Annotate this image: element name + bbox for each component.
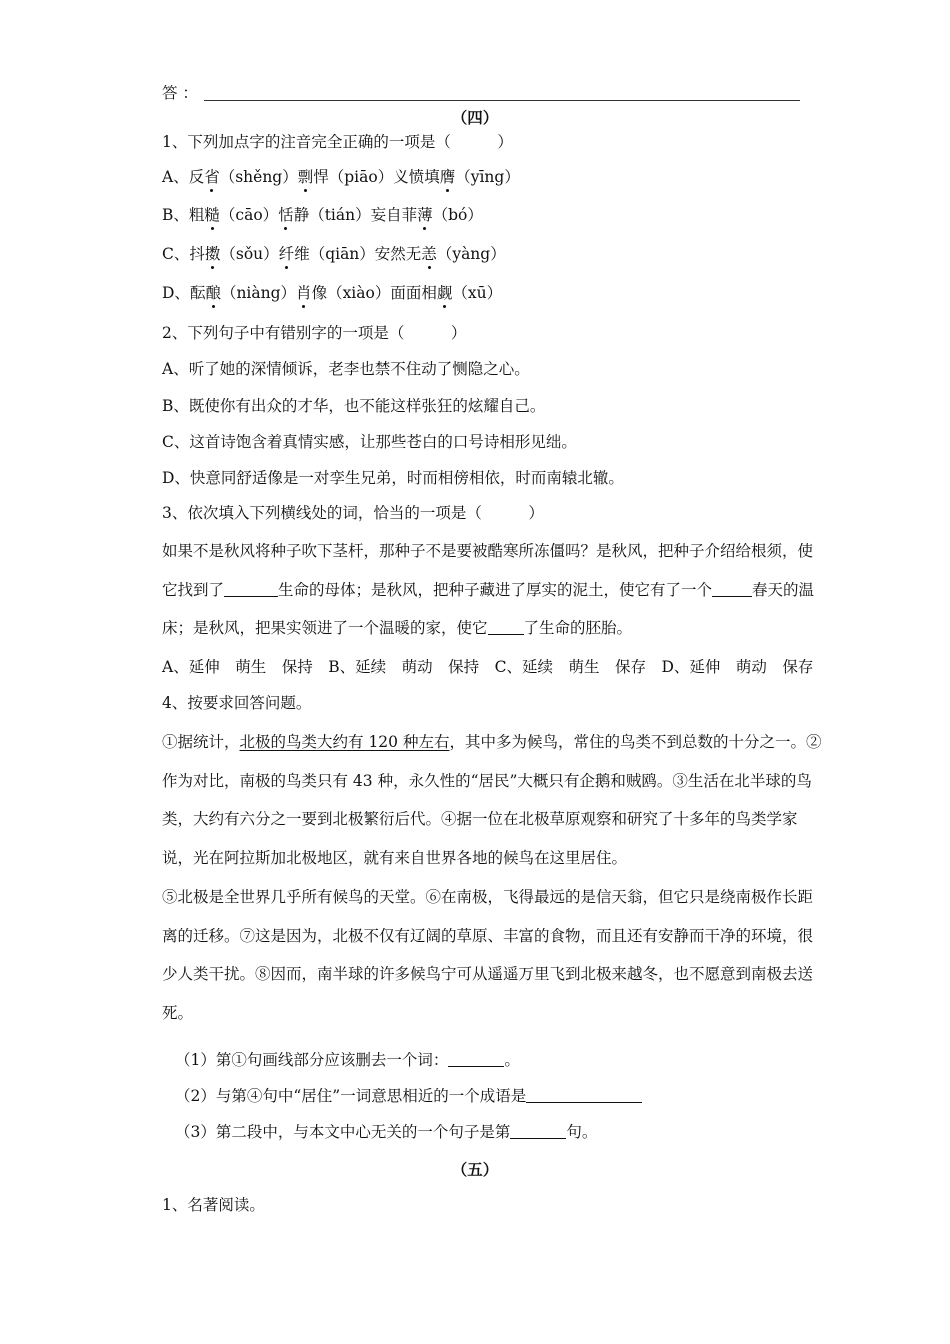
q1-stem: 1、下列加点字的注音完全正确的一项是（ ） — [162, 133, 513, 151]
q3-passage: 如果不是秋风将种子吹下茎杆，那种子不是要被酷寒所冻僵吗？是秋风，把种子介绍给根须，使它找到了 生命的母体；是秋风，把种子藏进了厚实的泥土，使它有了一个 春天的温床；是秋风，把果实领进了一个温暖的家，使它 了生命的胚胎。 — [162, 542, 815, 637]
q1-option-b: B、粗糙（cāo）恬静（tián）妄自菲薄（bó） — [162, 206, 483, 224]
q3-blank-2 — [712, 582, 752, 597]
q2-stem: 2、下列句子中有错别字的一项是（ ） — [162, 324, 467, 342]
q4-sub-3: （3）第二段中，与本文中心无关的一个句子是第 句。 — [175, 1123, 598, 1141]
section-5-heading: （五） — [451, 1160, 499, 1179]
q2-option-c: C、这首诗饱含着真情实感，让那些苍白的口号诗相形见绌。 — [162, 433, 577, 451]
q4-sub-3-blank — [510, 1124, 566, 1139]
q3-stem: 3、依次填入下列横线处的词，恰当的一项是（ ） — [162, 504, 544, 522]
q2-option-d: D、快意同舒适像是一对孪生兄弟，时而相傍相依，时而南辕北辙。 — [162, 469, 624, 487]
q2-option-a: A、听了她的深情倾诉，老李也禁不住动了恻隐之心。 — [162, 360, 530, 378]
q4-underlined-phrase: 北极的鸟类大约有 120 种左右 — [239, 733, 450, 751]
q1-option-c: C、抖擞（sǒu）纤维（qiān）安然无恙（yàng） — [162, 245, 506, 263]
q1-option-d: D、酝酿（niàng）肖像（xiào）面面相觑（xū） — [162, 284, 503, 302]
section-4-heading: （四） — [451, 108, 499, 127]
q4-sub-1: （1）第①句画线部分应该删去一个词： 。 — [175, 1051, 520, 1069]
q4-sub-1-blank — [448, 1052, 504, 1067]
answer-line — [204, 100, 800, 101]
q4-paragraph-1: ①据统计，北极的鸟类大约有 120 种左右，其中多为候鸟，常住的鸟类不到总数的十分之一。②作为对比，南极的鸟类只有 43 种，永久性的“居民”大概只有企鹅和贼鸥。③生活在北半球的鸟类，大约有六分之一要到北极繁衍后代。④据一位在北极草原观察和研究了十多年的鸟类学家说，光在阿拉斯加北极地区，就有来自世界各地的候鸟在这里居住。 — [162, 733, 822, 867]
q4-stem: 4、按要求回答问题。 — [162, 694, 312, 712]
q4-paragraph-2: ⑤北极是全世界几乎所有候鸟的天堂。⑥在南极，飞得最远的是信天翁，但它只是绕南极作长距离的迁移。⑦这是因为，北极不仅有辽阔的草原、丰富的食物，而且还有安静而干净的环境，很少人类干扰。⑧因而，南半球的许多候鸟宁可从遥遥万里飞到北极来越冬，也不愿意到南极去送死。 — [162, 888, 814, 1022]
q3-options: A、延伸 萌生 保持 B、延续 萌动 保持 C、延续 萌生 保存 D、延伸 萌动 保存 — [162, 658, 814, 676]
q4-sub-2: （2）与第④句中“居住”一词意思相近的一个成语是 — [175, 1086, 642, 1106]
s5-q1: 1、名著阅读。 — [162, 1196, 265, 1214]
answer-label: 答 ： — [162, 84, 198, 102]
q1-option-a: A、反省（shěng）剽悍（piāo）义愤填膺（yīng） — [162, 168, 520, 186]
q4-sub-2-blank — [526, 1088, 642, 1103]
q2-option-b: B、既使你有出众的才华，也不能这样张狂的炫耀自己。 — [162, 397, 546, 415]
q3-blank-3 — [488, 620, 524, 635]
q3-blank-1 — [224, 582, 278, 597]
